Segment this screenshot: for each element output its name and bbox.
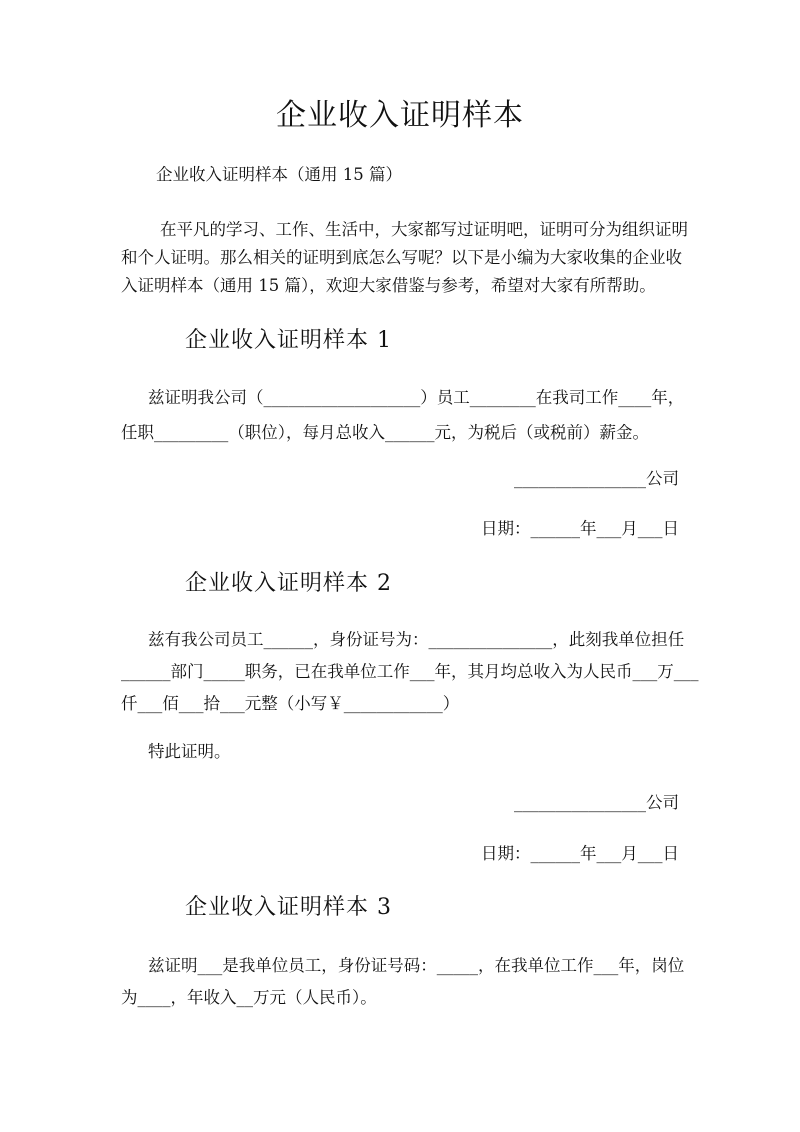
sample2-date: 日期：______年___月___日 <box>481 844 679 863</box>
sample2-line: ______部门_____职务，已在我单位工作___年，其月均总收入为人民币___万___ <box>121 662 699 681</box>
section-heading-2: 企业收入证明样本 2 <box>185 571 392 596</box>
sample1-company: ________________公司 <box>514 469 679 488</box>
document-subtitle: 企业收入证明样本（通用 15 篇） <box>156 165 402 184</box>
section-heading-1: 企业收入证明样本 1 <box>185 328 392 353</box>
sample3-line: 兹证明___是我单位员工，身份证号码：_____，在我单位工作___年，岗位 <box>148 956 685 975</box>
sample1-line: 兹证明我公司（___________________）员工________在我司工作____年， <box>148 388 685 407</box>
intro-line: 入证明样本（通用 15 篇），欢迎大家借鉴与参考，希望对大家有所帮助。 <box>121 276 656 295</box>
sample1-line: 任职_________（职位），每月总收入______元，为税后（或税前）薪金。 <box>121 423 649 442</box>
sample1-date: 日期：______年___月___日 <box>481 519 679 538</box>
section-heading-3: 企业收入证明样本 3 <box>185 895 392 920</box>
sample2-line: 兹有我公司员工______，身份证号为：_______________，此刻我单位担任 <box>148 630 685 649</box>
sample3-line: 为____，年收入__万元（人民币）。 <box>121 988 377 1007</box>
intro-line: 在平凡的学习、工作、生活中，大家都写过证明吧，证明可分为组织证明 <box>160 220 688 239</box>
intro-line: 和个人证明。那么相关的证明到底怎么写呢？以下是小编为大家收集的企业收 <box>121 248 682 267</box>
document-title: 企业收入证明样本 <box>276 98 524 133</box>
sample2-line: 仟___佰___拾___元整（小写￥____________） <box>121 694 460 713</box>
sample2-closing: 特此证明。 <box>148 742 231 761</box>
sample2-company: ________________公司 <box>514 793 679 812</box>
